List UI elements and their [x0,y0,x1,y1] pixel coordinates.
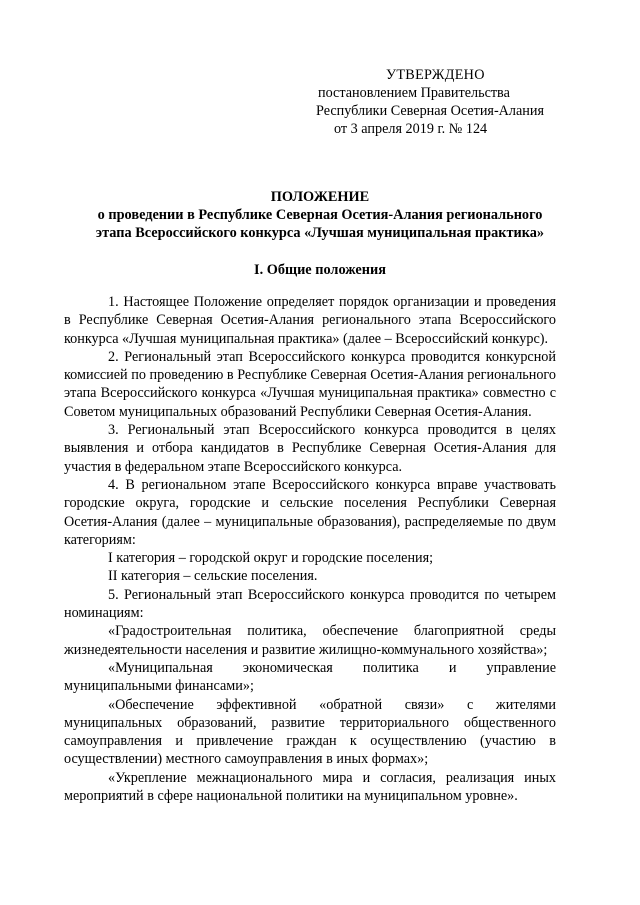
paragraph-1: 1. Настоящее Положение определяет порядок организации и проведения в Республике Северная Осетия-Алания регионального этапа Всероссийского конкурса «Лучшая муниципальная практика» (далее – Всероссийский конкурс). [64,294,556,347]
nomination-1: «Градостроительная политика, обеспечение благоприятной среды жизнедеятельности населения и развитие жилищно-коммунального хозяйства»; [64,623,556,658]
approval-line-resolution: постановлением Правительства [318,85,510,101]
approval-line-republic: Республики Северная Осетия-Алания [316,103,545,119]
paragraph-2: 2. Региональный этап Всероссийского конкурса проводится конкурсной комиссией по проведению в Республике Северная Осетия-Алания регионального этапа Всероссийского конкурса «Лучшая муниципальная практика» совместно с Советом муниципальных образований Республики Северная Осетия-Алания. [64,348,556,420]
category-1: I категория – городской округ и городские поселения; [108,550,434,567]
document-body [64,293,556,805]
document-heading: ПОЛОЖЕНИЕ [270,189,370,205]
nomination-4: «Укрепление межнационального мира и согласия, реализация иных мероприятий в сфере национальной политики на муниципальном уровне». [64,769,556,805]
approval-line-date-number: от 3 апреля 2019 г. № 124 [334,121,488,137]
document-title [60,188,580,242]
document-subtitle-line2: этапа Всероссийского конкурса «Лучшая муниципальная практика» [95,225,545,241]
nomination-3: «Обеспечение эффективной «обратной связи» с жителями муниципальных образований, развитие территориального общественного самоуправления и привлечение граждан к осуществлению (участию в осуществлении) местного самоуправления в иных формах»; [64,696,556,768]
approval-stamp: УТВЕРЖДЕНО [386,67,485,83]
paragraph-5: 5. Региональный этап Всероссийского конкурса проводится по четырем номинациям: [64,586,556,622]
category-2: II категория – сельские поселения. [108,568,318,585]
approval-stamp-block [316,66,576,138]
nomination-2: «Муниципальная экономическая политика и управление муниципальными финансами»; [64,659,556,695]
paragraph-3: 3. Региональный этап Всероссийского конкурса проводится в целях выявления и отбора кандидатов в Республике Северная Осетия-Алания для участия в федеральном этапе Всероссийского конкурса. [64,422,556,475]
paragraph-4: 4. В региональном этапе Всероссийского конкурса вправе участвовать городские округа, городские и сельские поселения Республики Северная Осетия-Алания (далее – муниципальные образования), распределяемые по двум категориям: [64,476,556,548]
document-subtitle-line1: о проведении в Республике Северная Осетия-Алания регионального [97,207,543,223]
section-heading: I. Общие положения [254,262,386,278]
